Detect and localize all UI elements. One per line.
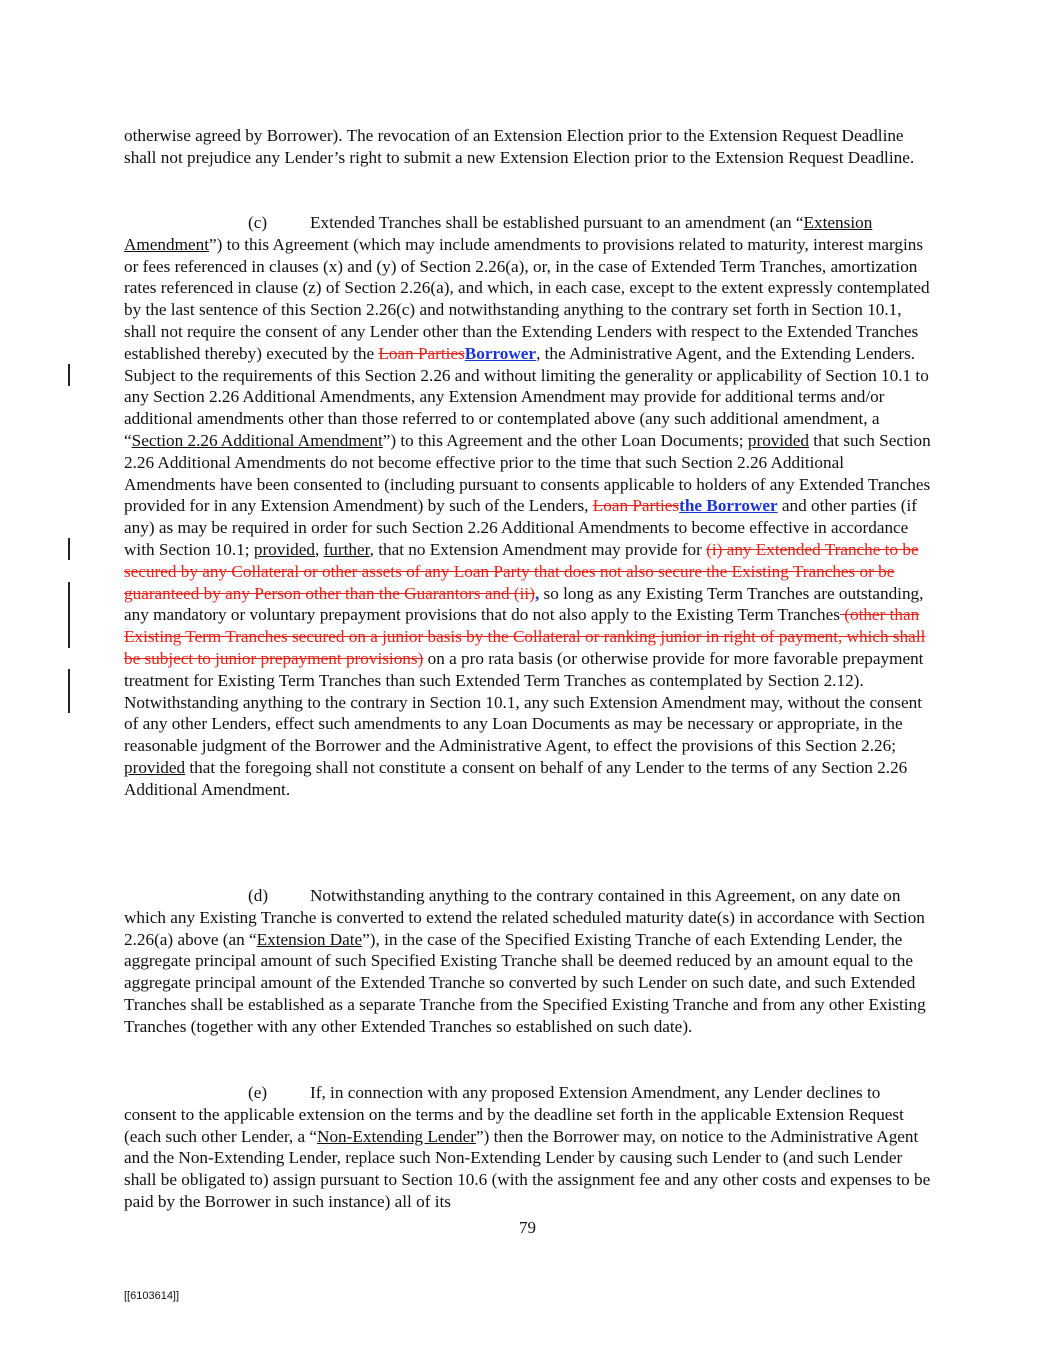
inserted-text: the Borrower	[679, 496, 778, 516]
paragraph-b-continuation	[124, 125, 936, 169]
text-run: so long as any Existing Term Tranches are outstanding, any mandatory or voluntary prepayment provisions that do not also apply to the Existing Term Tranches	[124, 583, 924, 625]
text-run: , that no Extension Amendment may provide for	[369, 539, 707, 559]
text-run: that the foregoing shall not constitute a consent on behalf of any Lender to the terms of any Section 2.26 Additional Amendment.	[124, 757, 908, 799]
change-bar	[68, 582, 70, 648]
text-run: , the Administrative Agent, and the Extending Lenders. Subject to the requirements of this Section 2.26 and without limiting the generality or applicability of Section 10.1 to any Section 2.26 Additional Amendments, any Extension Amendment may provide for additional terms and/or additional amendments other than those referred to or contemplated above (any such additional amendment, a “	[124, 343, 929, 450]
defined-term: Extension Date	[256, 929, 363, 949]
page-number: 79	[519, 1218, 536, 1237]
paragraph-text: otherwise agreed by Borrower). The revocation of an Extension Election prior to the Extension Request Deadline shall not prejudice any Lender’s right to submit a new Extension Election prior to the Extension Request Deadline.	[124, 126, 915, 167]
paragraph-e	[124, 1082, 936, 1213]
inserted-text: ,	[534, 583, 540, 603]
document-id: [[6103614]]	[124, 1290, 180, 1302]
provided-term: provided	[747, 430, 809, 450]
change-bar	[68, 669, 70, 713]
defined-term: Extension Amendment	[124, 213, 873, 254]
text-run: If, in connection with any proposed Extension Amendment, any Lender declines to consent to the applicable extension on the terms and by the deadline set forth in the applicable Extension Request (each such other Lender, a “	[124, 1083, 904, 1146]
further-term: further	[323, 539, 370, 559]
clause-number: (e)	[248, 1083, 268, 1102]
clause-number: (d)	[248, 886, 269, 905]
text-run: ”), in the case of the Specified Existing Tranche of each Extending Lender, the aggregate principal amount of such Specified Existing Tranche shall be deemed reduced by an amount equal to the aggregate principal amount of the Extended Tranche so converted by such Lender on such date, and such Extended Tranches shall be established as a separate Tranche from the Specified Existing Tranche and from any other Existing Tranches (together with any other Extended Tranches so established on such date).	[124, 929, 926, 1036]
inserted-text: Borrower	[464, 343, 537, 363]
paragraph-d	[124, 885, 936, 1038]
text-run: Notwithstanding anything to the contrary contained in this Agreement, on any date on which any Existing Tranche is converted to extend the related scheduled maturity date(s) in accordance with Section 2.26(a) above (an “	[124, 886, 925, 949]
change-bar	[68, 538, 70, 560]
text-run: ”) then the Borrower may, on notice to the Administrative Agent and the Non-Extending Lender, replace such Non-Extending Lender by causing such Lender to (and such Lender shall be obligated to) assign pursuant to Section 10.6 (with the assignment fee and any other costs and expenses to be paid by the Borrower in such instance) all of its	[124, 1126, 931, 1211]
text-run: ,	[314, 539, 324, 559]
text-run: Extended Tranches shall be established pursuant to an amendment (an “	[310, 213, 804, 232]
clause-number: (c)	[248, 213, 268, 232]
deleted-text: (other than Existing Term Tranches secured on a junior basis by the Collateral or ranking junior in right of payment, which shall be subject to junior prepayment provisions)	[124, 605, 926, 668]
deleted-text: Loan Parties	[592, 496, 680, 516]
provided-term: provided	[124, 757, 186, 777]
text-run: ”) to this Agreement and the other Loan Documents;	[382, 430, 748, 450]
change-bar	[68, 364, 70, 386]
provided-term: provided	[253, 539, 315, 559]
paragraph-c	[124, 212, 936, 801]
defined-term: Non-Extending Lender	[317, 1126, 476, 1146]
text-run: that such Section 2.26 Additional Amendments do not become effective prior to the time that such Section 2.26 Additional Amendments have been consented to (including pursuant to consents applicable to holders of any Extended Tranches provided for in any Extension Amendment) by such of the Lenders,	[124, 430, 931, 516]
defined-term: Section 2.26 Additional Amendment	[131, 430, 383, 450]
text-run: and other parties (if any) as may be required in order for such Section 2.26 Additional Amendments to become effective in accordance with Section 10.1;	[124, 496, 917, 559]
deleted-text: (i) any Extended Tranche to be secured by any Collateral or other assets of any Loan Party that does not also secure the Existing Tranches or be guaranteed by any Person other than the Guarantors and (ii)	[124, 539, 919, 603]
text-run: on a pro rata basis (or otherwise provide for more favorable prepayment treatment for Existing Term Tranches than such Extended Term Tranches as contemplated by Section 2.12). Notwithstanding anything to the contrary in Section 10.1, any such Extension Amendment may, without the consent of any other Lenders, effect such amendments to any Loan Documents as may be necessary or appropriate, in the reasonable judgment of the Borrower and the Administrative Agent, to effect the provisions of this Section 2.26;	[124, 648, 924, 756]
deleted-text: Loan Parties	[378, 343, 465, 363]
text-run: ”) to this Agreement (which may include amendments to provisions related to maturity, interest margins or fees referenced in clauses (x) and (y) of Section 2.26(a), or, in the case of Extended Term Tranches, amortization rates referenced in clause (z) of Section 2.26(a), and which, in each case, except to the extent expressly contemplated by the last sentence of this Section 2.26(c) and notwithstanding anything to the contrary set forth in Section 10.1, shall not require the consent of any Lender other than the Extending Lenders with respect to the Extended Tranches established thereby) executed by the	[124, 234, 930, 363]
